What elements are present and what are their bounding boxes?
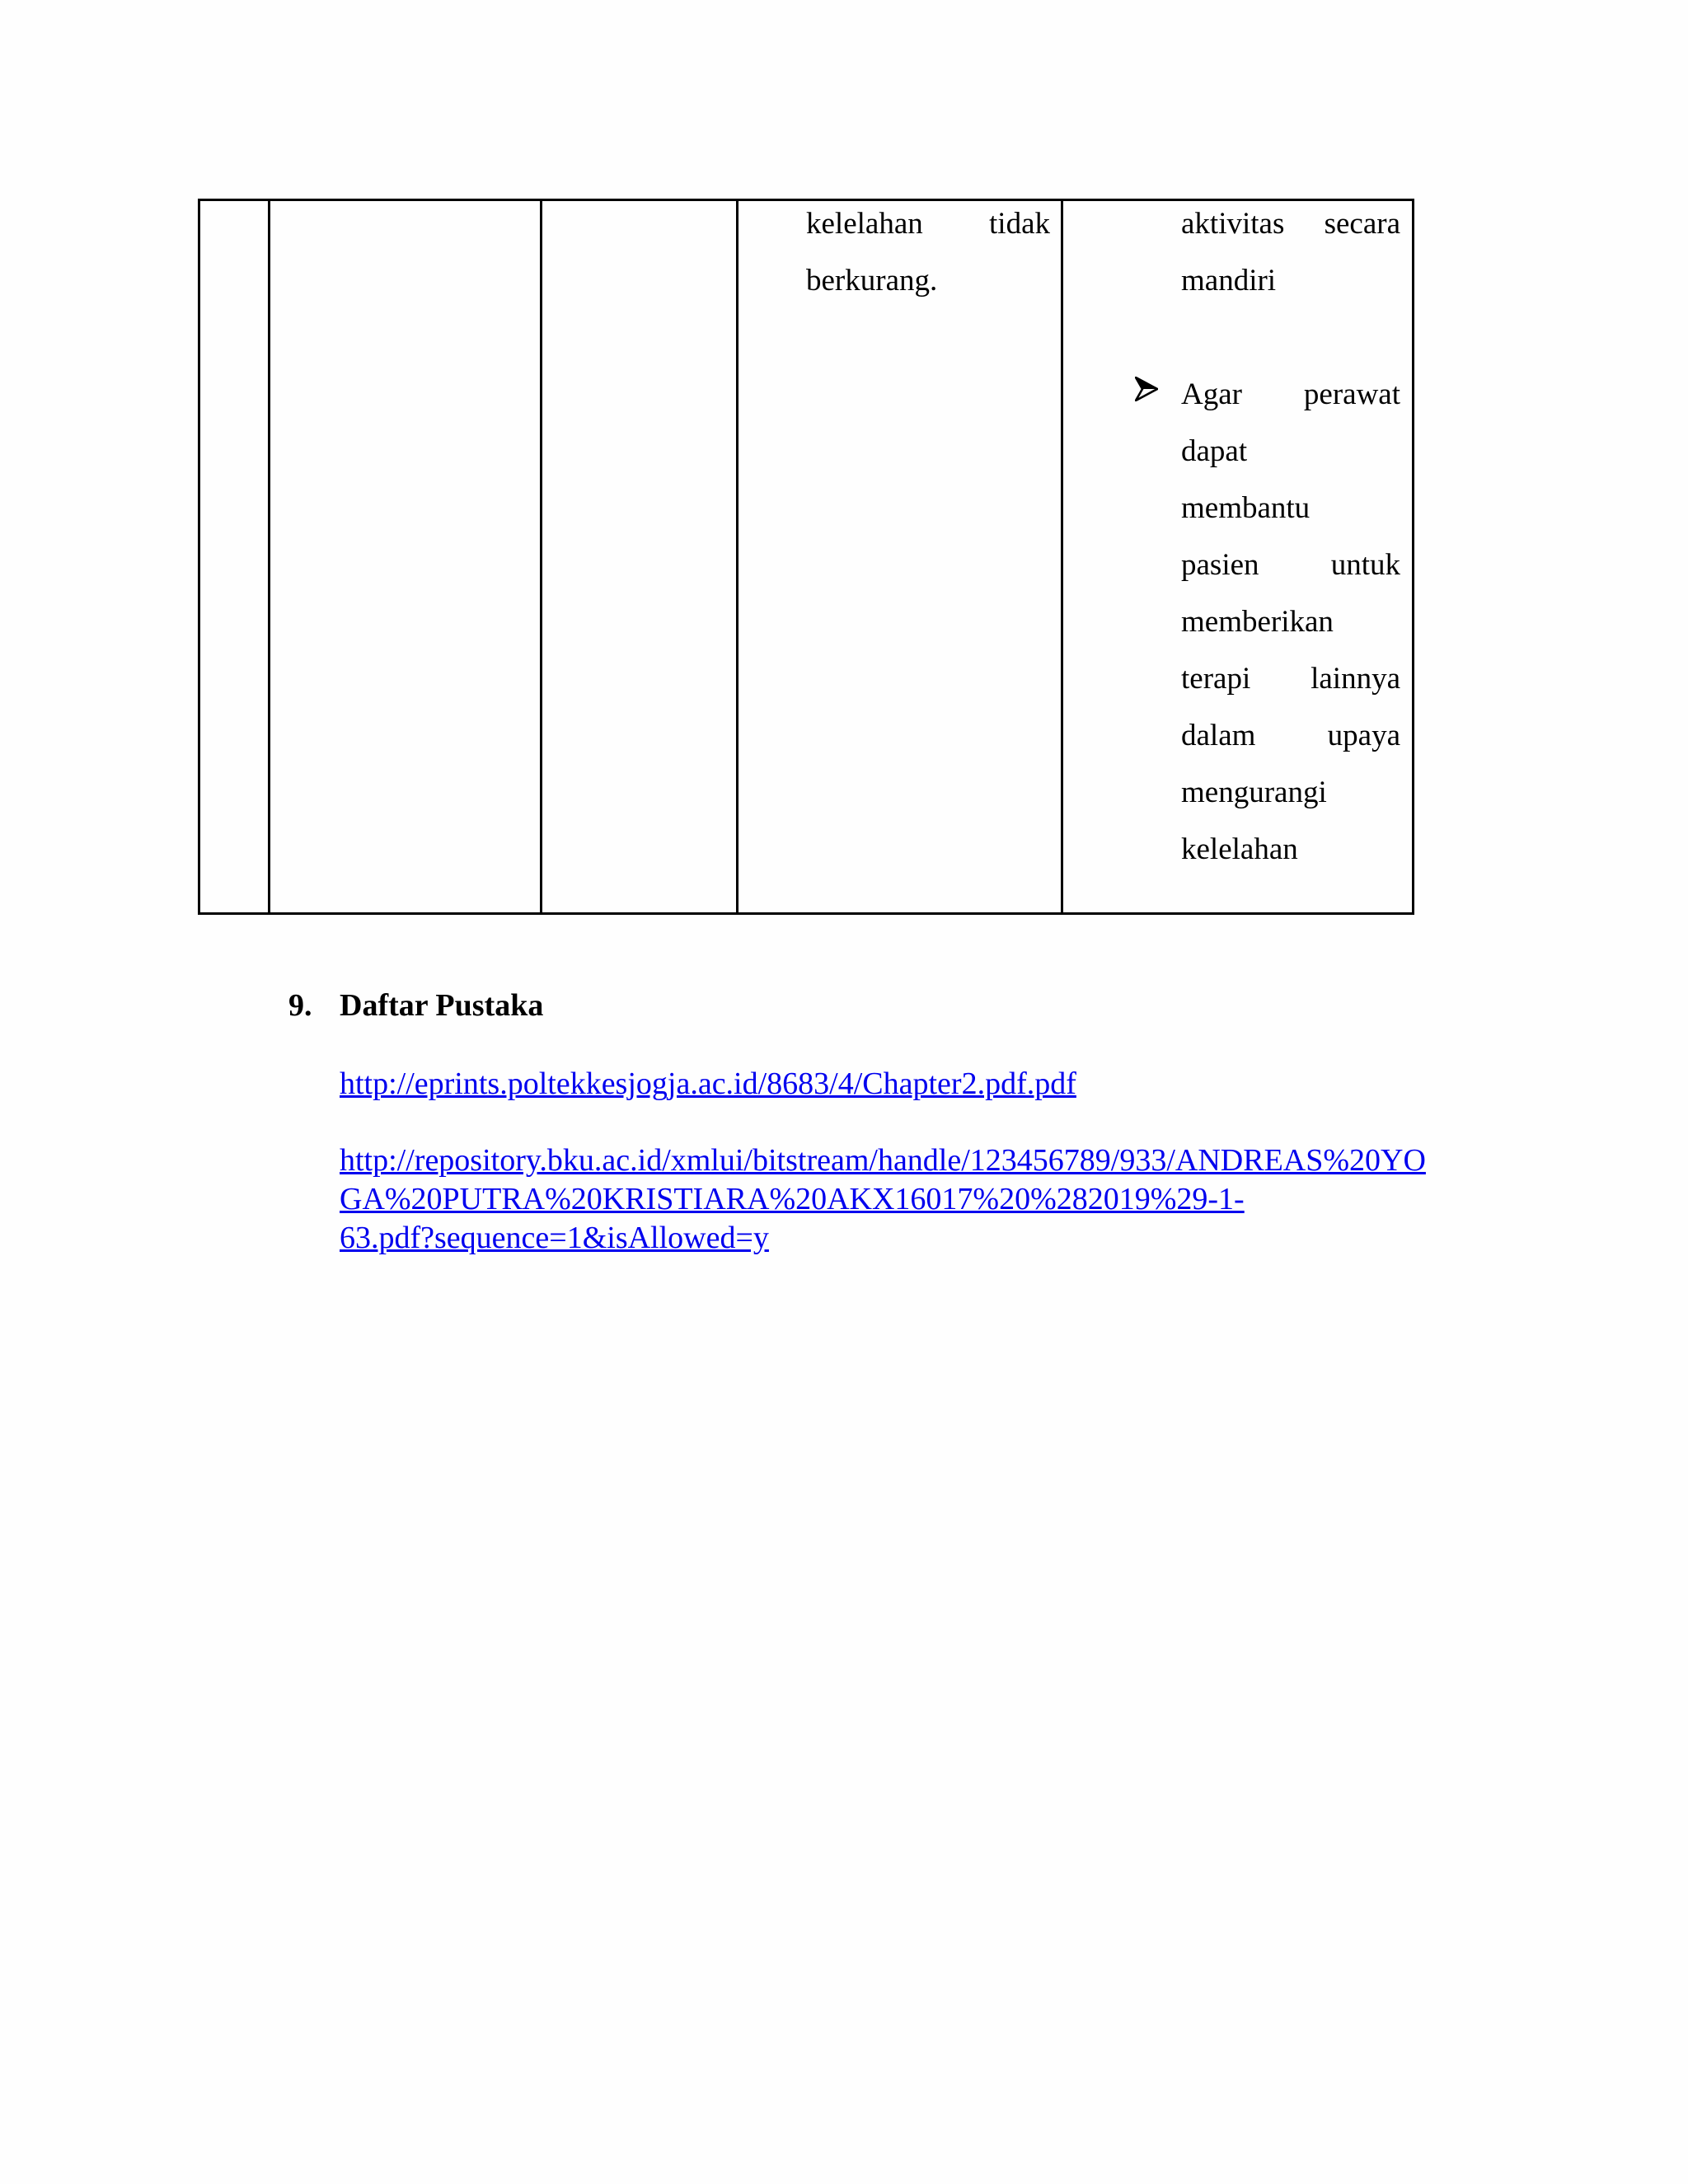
right-arrow-bullet-icon [1135, 377, 1158, 401]
link-line[interactable]: 63.pdf?sequence=1&isAllowed=y [340, 1221, 769, 1255]
section-title: Daftar Pustaka [340, 988, 544, 1023]
table-column-divider [1061, 201, 1063, 912]
cell-word: Agar [1181, 377, 1242, 411]
cell-word: mandiri [1181, 264, 1277, 298]
bullet-line [1181, 593, 1400, 650]
cell-line [1181, 252, 1400, 309]
cell-spacer [1181, 309, 1400, 366]
table-cell-rationale [1181, 195, 1400, 878]
cell-word: terapi [1181, 662, 1251, 696]
cell-word: pasien [1181, 548, 1259, 582]
bullet-line [1181, 480, 1400, 537]
cell-word: berkurang. [806, 264, 938, 298]
care-plan-table [198, 199, 1414, 915]
section-number: 9. [288, 988, 312, 1023]
cell-word: dalam [1181, 719, 1256, 752]
cell-word: kelelahan [806, 207, 923, 241]
bullet-line [1181, 821, 1400, 878]
cell-line [806, 195, 1050, 252]
bullet-line [1181, 537, 1400, 593]
table-column-divider [540, 201, 542, 912]
cell-word: mengurangi [1181, 776, 1327, 809]
table-cell-evaluation [806, 195, 1050, 309]
cell-line [1181, 195, 1400, 252]
cell-word: tidak [989, 207, 1050, 241]
cell-word: kelelahan [1181, 832, 1298, 866]
link-line[interactable]: GA%20PUTRA%20KRISTIARA%20AKX16017%20%282019%29-1- [340, 1182, 1245, 1216]
link-line[interactable]: http://repository.bku.ac.id/xmlui/bitstream/handle/123456789/933/ANDREAS%20YO [340, 1143, 1426, 1178]
cell-word: aktivitas [1181, 207, 1285, 241]
cell-word: upaya [1327, 719, 1400, 752]
bullet-line [1181, 764, 1400, 821]
bullet-line [1181, 423, 1400, 480]
table-column-divider [736, 201, 738, 912]
reference-link-1[interactable] [340, 1065, 1076, 1104]
bullet-line [1181, 707, 1400, 764]
reference-link-2[interactable] [340, 1141, 1426, 1258]
cell-word: membantu [1181, 491, 1311, 525]
cell-word: dapat [1181, 434, 1248, 468]
section-heading [288, 987, 543, 1024]
bullet-line [1181, 650, 1400, 707]
cell-word: untuk [1330, 548, 1400, 582]
bullet-line [1181, 366, 1400, 423]
cell-word: lainnya [1311, 662, 1400, 696]
cell-word: perawat [1303, 377, 1400, 411]
table-column-divider [268, 201, 270, 912]
cell-line [806, 252, 1050, 309]
cell-word: memberikan [1181, 605, 1334, 639]
cell-word: secara [1324, 207, 1400, 241]
link-line[interactable]: http://eprints.poltekkesjogja.ac.id/8683/4/Chapter2.pdf.pdf [340, 1066, 1076, 1101]
